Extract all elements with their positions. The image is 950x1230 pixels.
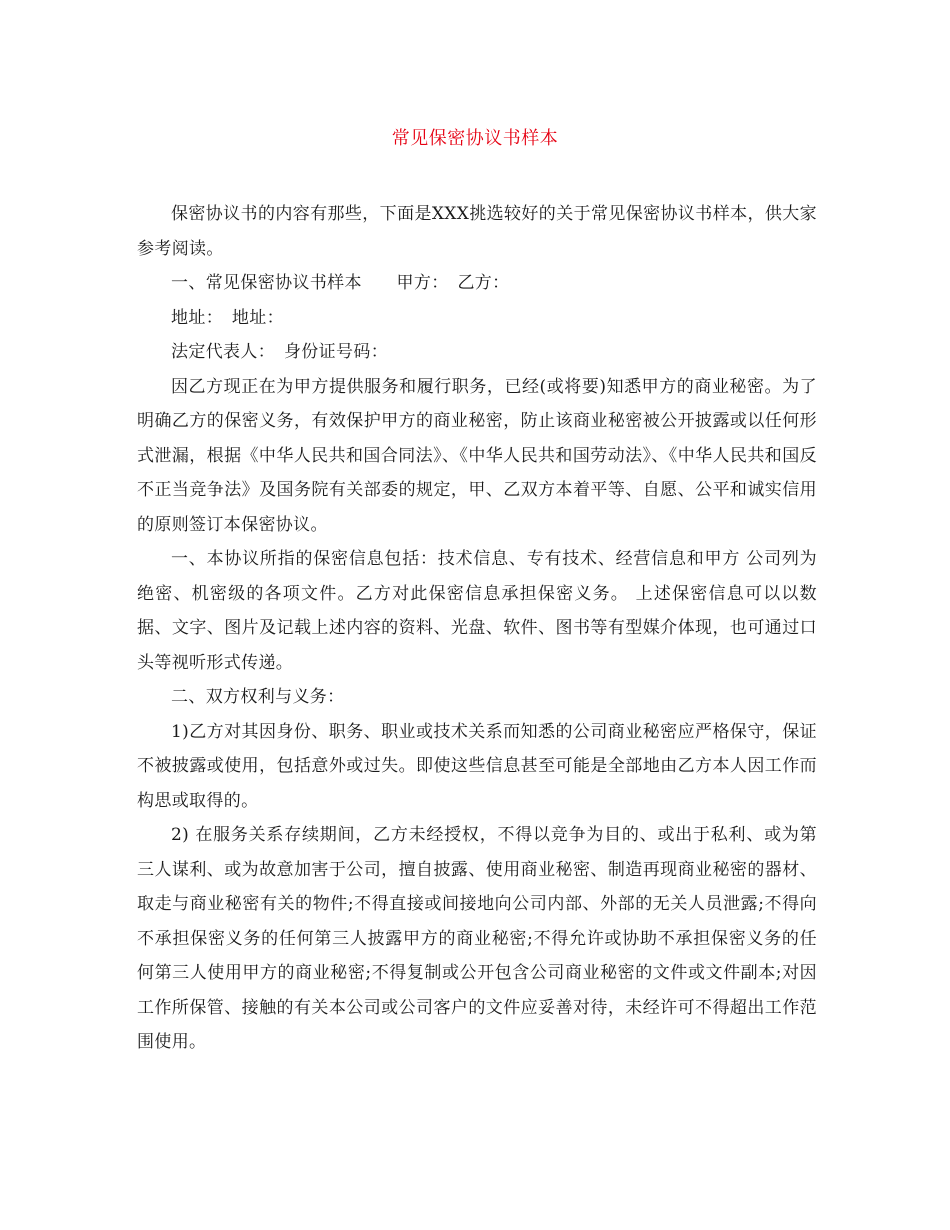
paragraph-purpose: 因乙方现正在为甲方提供服务和履行职务，已经(或将要)知悉甲方的商业秘密。为了明确乙方的保密义务，有效保护甲方的商业秘密，防止该商业秘密被公开披露或以任何形式泄漏，根据《中华人民共和国合同法》、《中华人民共和国劳动法》、《中华人民共和国反不正当竞争法》及国务院有关部委的规定，甲、乙双方本着平等、自愿、公平和诚实信用的原则签订本保密协议。 — [137, 376, 817, 535]
paragraph-representative: 法定代表人： 身份证号码： — [171, 342, 389, 362]
paragraph-clause-2: 2) 在服务关系存续期间，乙方未经授权，不得以竞争为目的、或出于私利、或为第三人谋利、或为故意加害于公司，擅自披露、使用商业秘密、制造再现商业秘密的器材、取走与商业秘密有关的物件;不得直接或间接地向公司内部、外部的无关人员泄露;不得向不承担保密义务的任何第三人披露甲方的商业秘密;不得允许或协助不承担保密义务的任何第三人使用甲方的商业秘密;不得复制或公开包含公司商业秘密的文件或文件副本;对因工作所保管、接触的有关本公司或公司客户的文件应妥善对待，未经许可不得超出工作范围使用。 — [137, 825, 817, 1052]
paragraph-rights-heading: 二、双方权利与义务： — [171, 687, 345, 707]
paragraph-section-one-parties: 一、常见保密协议书样本 甲方： 乙方： — [171, 273, 510, 293]
document-title: 常见保密协议书样本 — [391, 128, 559, 149]
document-body — [137, 197, 817, 1060]
paragraph-confidential-info: 一、本协议所指的保密信息包括：技术信息、专有技术、经营信息和甲方 公司列为绝密、机密级的各项文件。乙方对此保密信息承担保密义务。 上述保密信息可以以数据、文字、图片及记载上述内容的资料、光盘、软件、图书等有型媒介体现，也可通过口头等视听形式传递。 — [137, 549, 817, 673]
paragraph-intro: 保密协议书的内容有那些，下面是XXX挑选较好的关于常见保密协议书样本，供大家参考阅读。 — [137, 204, 817, 259]
paragraph-address: 地址： 地址： — [171, 307, 284, 328]
paragraph-clause-1: 1)乙方对其因身份、职务、职业或技术关系而知悉的公司商业秘密应严格保守，保证不被披露或使用，包括意外或过失。即使这些信息甚至可能是全部地由乙方本人因工作而构思或取得的。 — [137, 721, 817, 811]
